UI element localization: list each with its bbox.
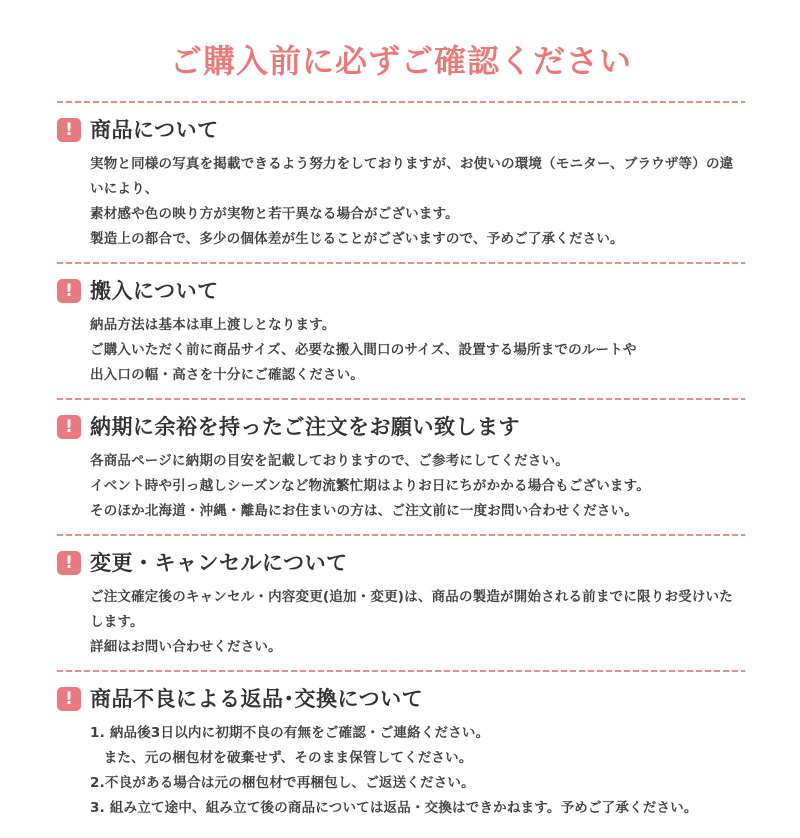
body-line: 2.不良がある場合は元の梱包材で再梱包し、ご返送ください。 — [90, 775, 475, 791]
section-title: 納期に余裕を持ったご注文をお願い致します — [90, 415, 520, 439]
body-line: 詳細はお問い合わせください。 — [90, 639, 282, 655]
notice-page — [0, 38, 800, 838]
dashed-divider — [57, 262, 745, 264]
body-line: そのほか北海道・沖縄・離島にお住まいの方は、ご注文前に一度お問い合わせください。 — [90, 503, 638, 519]
dashed-divider — [57, 670, 745, 672]
section-body — [90, 449, 745, 524]
section-body — [90, 721, 745, 821]
body-line: 実物と同様の写真を掲載できるよう努力をしておりますが、お使いの環境（モニター、ブラウザ等）の違いにより、 — [90, 156, 734, 197]
section-title: 搬入について — [90, 279, 219, 303]
section-heading-row — [57, 686, 745, 712]
exclamation-icon: ! — [57, 687, 81, 711]
section-about-product — [57, 117, 745, 252]
section-heading-row — [57, 414, 745, 440]
section-body — [90, 585, 745, 660]
body-line: 納品方法は基本は車上渡しとなります。 — [90, 317, 336, 333]
body-line: ご注文確定後のキャンセル・内容変更(追加・変更)は、商品の製造が開始される前までに限りお受けいたします。 — [90, 589, 733, 630]
section-title: 商品不良による返品･交換について — [90, 687, 424, 711]
section-heading-row — [57, 278, 745, 304]
exclamation-icon: ! — [57, 118, 81, 142]
page-title: ご購入前に必ずご確認ください — [169, 42, 632, 80]
section-heading-row — [57, 550, 745, 576]
section-change-cancel — [57, 550, 745, 660]
body-line: 3. 組み立て途中、組み立て後の商品については返品・交換はできかねます。予めご了承ください。 — [90, 800, 698, 816]
body-line: 製造上の都合で、多少の個体差が生じることがございますので、予めご了承ください。 — [90, 231, 624, 247]
body-line: 素材感や色の映り方が実物と若干異なる場合がございます。 — [90, 206, 459, 222]
body-line: 出入口の幅・高さを十分にご確認ください。 — [90, 367, 364, 383]
section-title: 変更・キャンセルについて — [90, 551, 348, 575]
body-line: ご購入いただく前に商品サイズ、必要な搬入間口のサイズ、設置する場所までのルートや — [90, 342, 637, 358]
section-heading-row — [57, 117, 745, 143]
section-title: 商品について — [90, 118, 219, 142]
section-body — [90, 313, 745, 388]
exclamation-icon: ! — [57, 279, 81, 303]
section-body — [90, 152, 745, 252]
dashed-divider — [57, 398, 745, 400]
section-about-delivery — [57, 278, 745, 388]
exclamation-icon: ! — [57, 551, 81, 575]
dashed-divider — [57, 534, 745, 536]
section-returns-exchange — [57, 686, 745, 821]
body-line: 各商品ページに納期の目安を記載しておりますので、ご参考にしてください。 — [90, 453, 569, 469]
body-line: イベント時や引っ越しシーズンなど物流繁忙期はよりお日にちがかかる場合もございます。 — [90, 478, 650, 494]
exclamation-icon: ! — [57, 415, 81, 439]
body-line: また、元の梱包材を破棄せず、そのまま保管してください。 — [90, 750, 473, 766]
dashed-divider — [57, 101, 745, 103]
section-lead-time — [57, 414, 745, 524]
body-line: 1. 納品後3日以内に初期不良の有無をご確認・ご連絡ください。 — [90, 725, 490, 741]
